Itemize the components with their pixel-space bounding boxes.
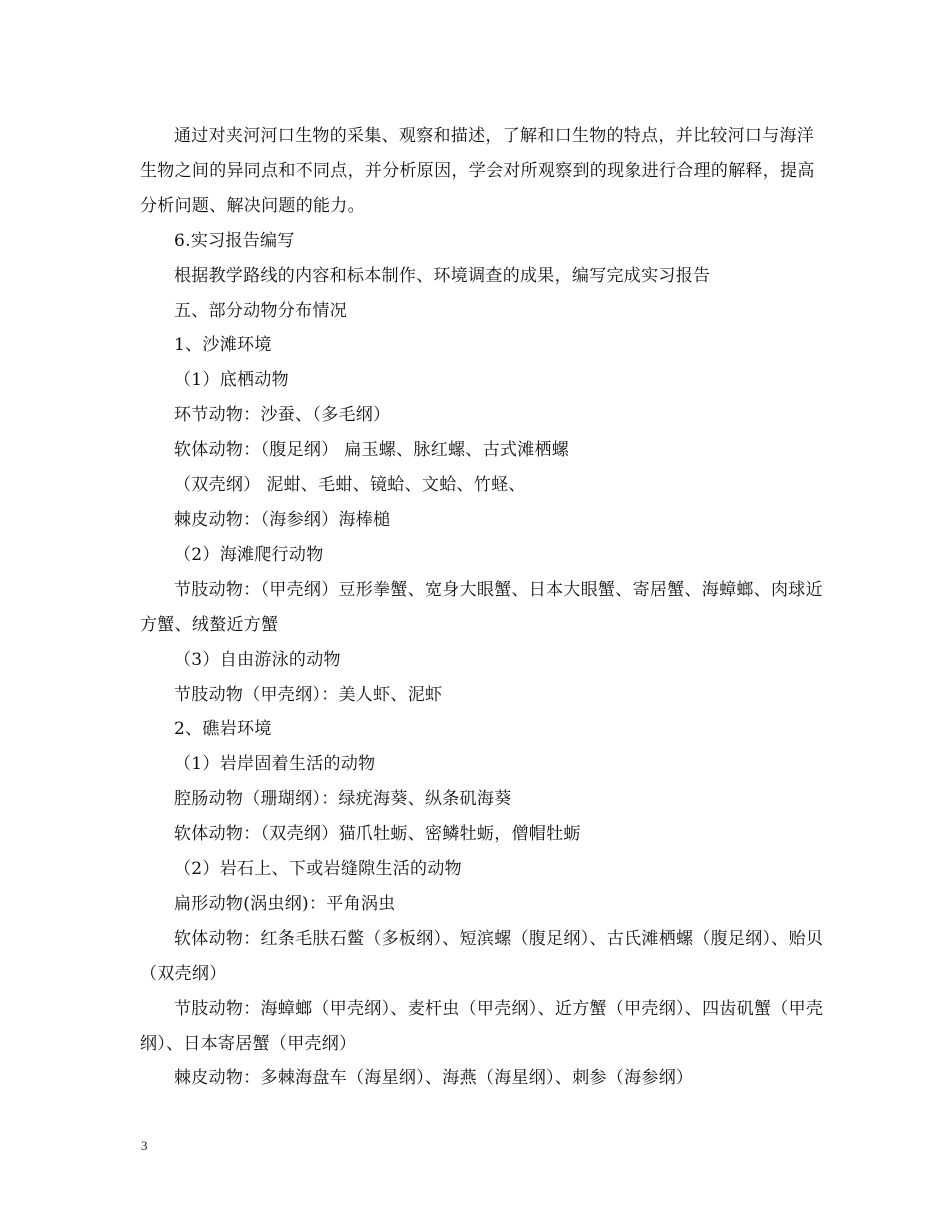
subheading-rock-crevice-animals: （2）岩石上、下或岩缝隙生活的动物: [174, 859, 462, 880]
subheading-sessile-animals: （1）岩岸固着生活的动物: [174, 754, 376, 775]
paragraph-mollusca-oysters: 软体动物：（双壳纲）猫爪牡蛎、密鳞牡蛎，僧帽牡蛎: [174, 824, 581, 845]
paragraph-mollusca-gastropoda: 软体动物：（腹足纲） 扁玉螺、脉红螺、古式滩栖螺: [174, 440, 570, 461]
paragraph-intro: 通过对夹河河口生物的采集、观察和描述，了解和口生物的特点，并比较河口与海洋生物之间的异同点和不同点，并分析原因，学会对所观察到的现象进行合理的解释，提高分析问题、解决问题的能力。: [140, 126, 815, 216]
paragraph-mollusca-reef: 软体动物：红条毛肤石鳖（多板纲）、短滨螺（腹足纲）、古氏滩栖螺（腹足纲）、贻贝（双壳纲）: [140, 928, 824, 984]
paragraph-annelida: 环节动物：沙蚕、（多毛纲）: [174, 405, 391, 426]
paragraph-report-writing: 根据教学路线的内容和标本制作、环境调查的成果，编写完成实习报告: [174, 265, 711, 286]
subheading-sand-beach: 1、沙滩环境: [174, 335, 272, 356]
paragraph-bivalvia: （双壳纲） 泥蚶、毛蚶、镜蛤、文蛤、竹蛏、: [174, 475, 526, 496]
paragraph-echinodermata-sand: 棘皮动物：（海参纲）海棒槌: [174, 509, 391, 530]
subheading-reef-environment: 2、礁岩环境: [174, 719, 272, 740]
paragraph-arthropoda-reef: 节肢动物：海蟑螂（甲壳纲）、麦杆虫（甲壳纲）、近方蟹（甲壳纲）、四齿矶蟹（甲壳纲）、日本寄居蟹（甲壳纲）: [140, 998, 824, 1054]
heading-report-writing: 6.实习报告编写: [174, 230, 295, 251]
document-body: [140, 119, 824, 1096]
page-number: 3: [141, 1138, 148, 1153]
paragraph-arthropoda-crabs: 节肢动物：（甲壳纲）豆形拳蟹、宽身大眼蟹、日本大眼蟹、寄居蟹、海蟑螂、肉球近方蟹、绒螯近方蟹: [140, 579, 823, 635]
paragraph-cnidaria: 腔肠动物（珊瑚纲）：绿疣海葵、纵条矶海葵: [174, 789, 512, 810]
subheading-benthic-animals: （1）底栖动物: [174, 370, 289, 391]
paragraph-echinodermata-reef: 棘皮动物：多棘海盘车（海星纲）、海燕（海星纲）、刺参（海参纲）: [174, 1068, 694, 1089]
paragraph-platyhelminthes: 扁形动物(涡虫纲)：平角涡虫: [174, 893, 396, 914]
subheading-crawling-animals: （2）海滩爬行动物: [174, 544, 324, 565]
subheading-swimming-animals: （3）自由游泳的动物: [174, 649, 341, 670]
paragraph-arthropoda-shrimp: 节肢动物（甲壳纲）：美人虾、泥虾: [174, 684, 443, 705]
section-heading-animal-distribution: 五、部分动物分布情况: [174, 300, 347, 321]
